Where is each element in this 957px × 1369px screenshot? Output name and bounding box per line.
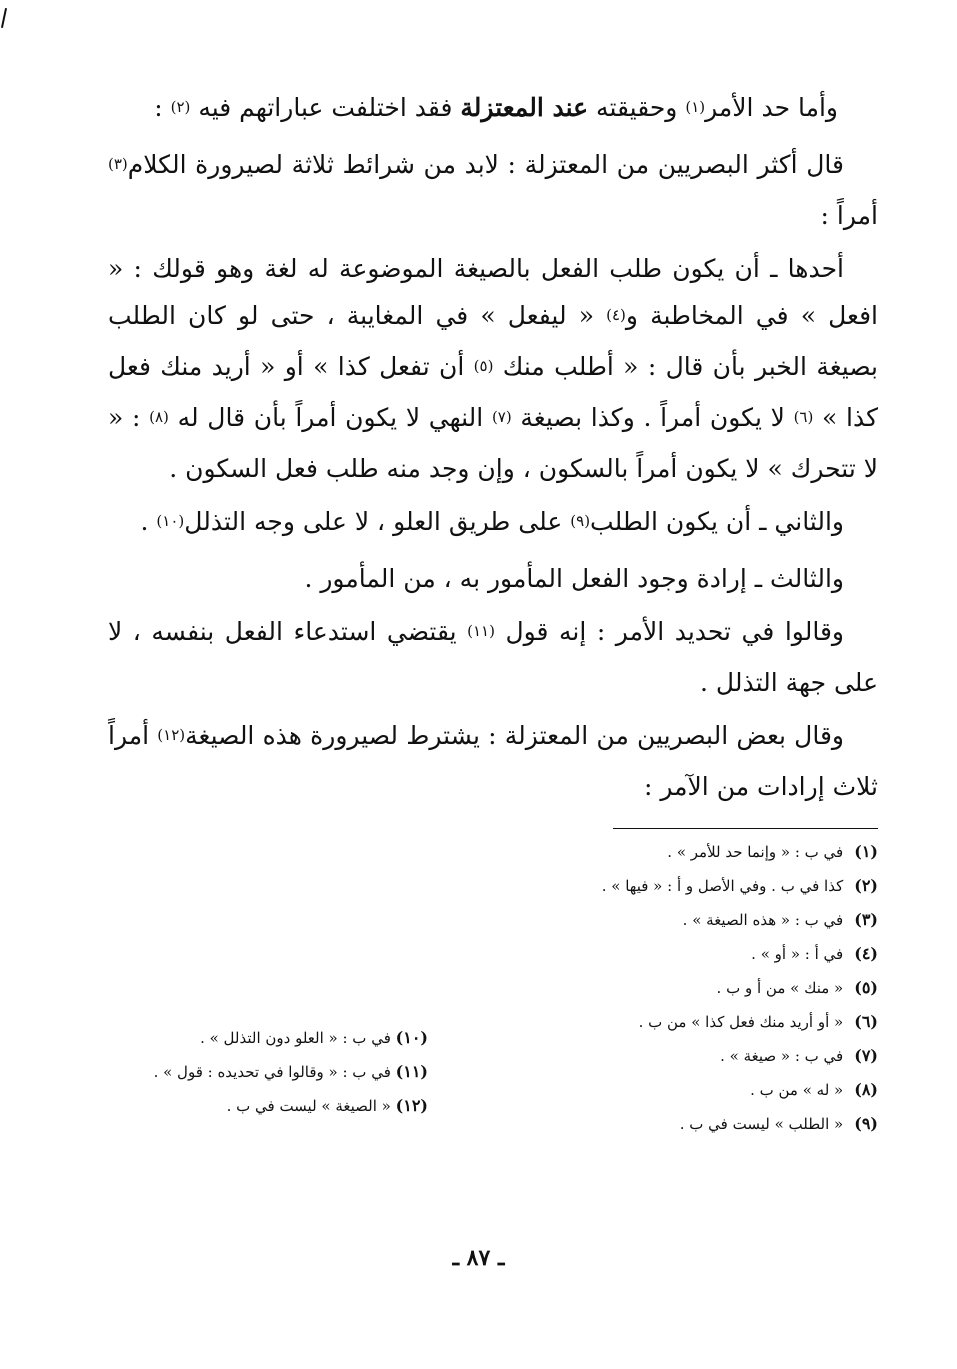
footnote-item [498, 1039, 878, 1073]
footnote-text: في أ : « أو » . [751, 945, 844, 963]
footnote-ref: (٨) [149, 408, 169, 426]
text-segment: أحدها ـ أن يكون طلب الفعل بالصيغة الموضوعة له لغة وهو قولك : « افعل » في المخاطبة و [108, 254, 878, 330]
text-segment: والثالث ـ إرادة وجود الفعل المأمور به ، من المأمور . [304, 564, 844, 593]
footnote-item [498, 971, 878, 1005]
footnote-item [498, 937, 878, 971]
footnote-item [98, 1089, 428, 1123]
paragraph-p3 [108, 245, 878, 492]
page-body [108, 84, 878, 1135]
footnote-text: كذا في ب . وفي الأصل و أ : « فيها » . [601, 877, 844, 895]
text-segment: وحقيقته [588, 93, 686, 122]
paragraph-p1 [108, 84, 878, 135]
footnote-text: « منك » من أ و ب . [716, 979, 844, 997]
text-segment: لا يكون أمراً . وكذا بصيغة [511, 403, 794, 432]
footnote-number: (٢) [854, 876, 878, 895]
footnote-number: (٧) [854, 1046, 878, 1065]
text-segment: أن تفعل كذا » أو « أريد منك فعل كذا » [108, 352, 878, 432]
footnote-text: في ب : « هذه الصيغة » . [682, 911, 844, 929]
footnote-item [98, 1021, 428, 1055]
footnote-number: (١١) [395, 1062, 428, 1081]
paragraph-p7 [108, 712, 878, 810]
footnote-text: في ب : « العلو دون التذلل » . [200, 1029, 391, 1047]
text-segment: وأما حد الأمر [705, 93, 838, 122]
footnote-item [498, 835, 878, 869]
footnote-ref: (٣) [108, 155, 128, 173]
footnote-item [498, 869, 878, 903]
paragraph-p6 [108, 608, 878, 706]
footnote-text: في ب : « وقالوا في تحديده : قول » . [153, 1063, 391, 1081]
footnote-ref: (٢) [170, 98, 191, 116]
text-segment: أمراً : [820, 201, 878, 230]
paragraph-p5 [108, 555, 878, 602]
footnote-ref: (١١) [467, 622, 495, 640]
footnote-ref: (٦) [793, 408, 814, 426]
footnote-ref: (١٢) [157, 726, 186, 744]
text-segment: وقال بعض البصريين من المعتزلة : يشترط لصيرورة هذه الصيغة [185, 721, 844, 750]
footnote-number: (٨) [854, 1080, 878, 1099]
text-segment: . [140, 507, 157, 536]
text-segment: « ليفعل » في المغايبة ، حتى لو كان الطلب بصيغة الخبر بأن قال : « أطلب منك [108, 301, 878, 381]
footnote-number: (١٠) [395, 1028, 428, 1047]
text-segment: وقالوا في تحديد الأمر : إنه قول [494, 617, 844, 646]
text-segment: قال أكثر البصريين من المعتزلة : لابد من شرائط ثلاثة لصيرورة الكلام [127, 150, 844, 179]
footnote-item [498, 1073, 878, 1107]
text-segment: على طريق العلو ، لا على وجه التذلل [184, 507, 571, 536]
text-segment: النهي لا يكون أمراً بأن قال له [168, 403, 492, 432]
footnote-text: « أو أريد منك فعل كذا » من ب . [638, 1013, 844, 1031]
footnote-text: « الصيغة » ليست في ب . [226, 1097, 391, 1115]
paragraph-p2 [108, 141, 878, 239]
text-segment: : « لا تتحرك » لا يكون أمراً بالسكون ، وإن وجد منه طلب فعل السكون . [108, 403, 878, 483]
footnote-number: (٣) [854, 910, 878, 929]
footnote-text: « له » من ب . [750, 1081, 844, 1099]
footnote-number: (١٢) [395, 1096, 428, 1115]
footnote-number: (٥) [854, 978, 878, 997]
footnote-ref: (١) [685, 98, 706, 116]
main-text [108, 84, 878, 810]
footnote-item [98, 1055, 428, 1089]
footnote-ref: (٧) [491, 408, 512, 426]
footnote-number: (٦) [854, 1012, 878, 1031]
footnote-text: « الطلب » ليست في ب . [679, 1115, 844, 1133]
footnote-item [498, 1107, 878, 1141]
text-segment: أمراً ثلاث إرادات من الآمر : [108, 721, 878, 801]
paragraph-p4 [108, 498, 878, 549]
footnote-item [498, 903, 878, 937]
text-segment: يقتضي استدعاء الفعل بنفسه ، لا على جهة التذلل . [108, 617, 878, 697]
page-corner-mark [1, 8, 7, 28]
footnote-ref: (٥) [473, 357, 494, 375]
footnote-ref: (٩) [570, 512, 591, 530]
footnote-item [498, 1005, 878, 1039]
footnotes-right-column [498, 835, 878, 1141]
page-number: ـ ٨٧ ـ [452, 1245, 505, 1271]
footnote-ref: (١٠) [156, 512, 185, 530]
footnote-number: (٩) [854, 1114, 878, 1133]
footnotes [108, 835, 878, 1135]
text-segment: فقد اختلفت عباراتهم فيه [190, 93, 461, 122]
footnote-ref: (٤) [606, 306, 626, 324]
text-segment: : [154, 93, 171, 122]
footnote-text: في ب : « وإنما حد للأمر » . [667, 843, 844, 861]
footnote-separator [613, 828, 878, 829]
text-segment: والثاني ـ أن يكون الطلب [590, 507, 844, 536]
footnotes-left-column [98, 1021, 428, 1123]
bold-text: عند المعتزلة [460, 93, 589, 122]
footnote-number: (٤) [854, 944, 878, 963]
footnote-text: في ب : « صيغة » . [720, 1047, 844, 1065]
footnote-number: (١) [854, 842, 878, 861]
